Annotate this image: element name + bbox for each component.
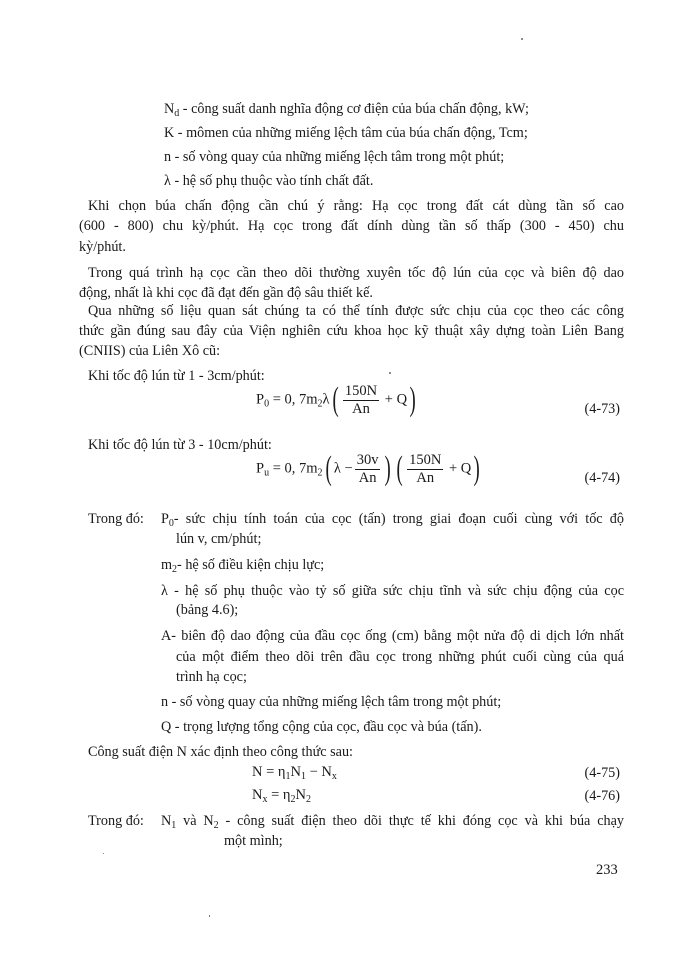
where-item-continuation: một mình; — [224, 833, 283, 849]
definition-n: n - số vòng quay của những miếng lệch tâm trong một phút; — [164, 149, 505, 165]
where-item-lambda: λ - hệ số phụ thuộc vào tỷ số giữa sức chịu tĩnh và sức chịu động của cọc — [161, 583, 624, 599]
equation-number: (4-75) — [584, 765, 620, 781]
page-number: 233 — [596, 862, 618, 878]
paragraph-line: (600 - 800) chu kỳ/phút. Hạ cọc trong đất dính dùng tần số thấp (300 - 450) chu — [79, 218, 624, 234]
where-item-p0: $P_0-$ sức chịu tính toán của cọc (tấn) trong giai đoạn cuối cùng với tốc độ — [161, 511, 624, 529]
scan-speck — [521, 38, 523, 40]
power-label: Công suất điện N xác định theo công thức sau: — [88, 744, 353, 760]
where-item-continuation: (bảng 4.6); — [176, 602, 239, 618]
scan-speck — [103, 853, 104, 854]
where-label: Trong đó: — [88, 813, 144, 829]
equation-number: (4-76) — [584, 788, 620, 804]
paragraph-line: (CNIIS) của Liên Xô cũ: — [79, 343, 221, 359]
where-item-continuation: của một điểm theo dõi trên đầu cọc trong những phút cuối cùng của quá — [176, 649, 624, 665]
where-item-q: Q - trọng lượng tổng cộng của cọc, đầu cọc và búa (tấn). — [161, 719, 482, 735]
where-item-a: A- biên độ dao động của đầu cọc ống (cm) bằng một nửa độ di dịch lớn nhất — [161, 628, 624, 644]
paragraph-line: thức gần đúng sau đây của Viện nghiên cứu khoa học kỹ thuật xây dựng toàn Liên Bang — [79, 323, 624, 339]
case1-label: Khi tốc độ lún từ 1 - 3cm/phút: — [88, 368, 265, 384]
where-item-n: n - số vòng quay của những miếng lệch tâm trong một phút; — [161, 694, 502, 710]
where-label: Trong đó: — [88, 511, 144, 527]
paragraph-line: Qua những số liệu quan sát chúng ta có thể tính được sức chịu của cọc theo các công — [88, 303, 624, 319]
definition-k: K - mômen của những miếng lệch tâm của búa chấn động, Tcm; — [164, 125, 528, 141]
equation-4-75: $N = \eta_1N_1 - N_x$ — [252, 764, 337, 782]
scan-speck — [389, 372, 391, 374]
paragraph-line: kỳ/phút. — [79, 239, 126, 255]
paragraph-line: động, nhất là khi cọc đã đạt đến gần độ sâu thiết kế. — [79, 285, 373, 301]
paragraph-line: Trong quá trình hạ cọc cần theo dõi thường xuyên tốc độ lún của cọc và biên độ dao — [88, 265, 624, 281]
where-item-continuation: lún v, cm/phút; — [176, 531, 262, 547]
where-item-m2: $m_2-$ hệ số điều kiện chịu lực; — [161, 557, 325, 575]
scan-speck — [209, 915, 210, 917]
case2-label: Khi tốc độ lún từ 3 - 10cm/phút: — [88, 437, 272, 453]
equation-4-74: $P_u = 0$, $7m_2$( λ − $\frac{30v}{An}$ ) ( $\frac{150N}{An}$ + Q) — [256, 450, 481, 487]
equation-number: (4-74) — [584, 470, 620, 486]
definition-nd: $N_d$ - công suất danh nghĩa động cơ điện của búa chấn động, kW; — [164, 101, 529, 119]
where-item-n1-n2: $N_1$ và $N_2$ - công suất điện theo dõi thực tế khi đóng cọc và khi búa chạy — [161, 813, 624, 831]
equation-number: (4-73) — [584, 401, 620, 417]
paragraph-line: Khi chọn búa chấn động cần chú ý rằng: Hạ cọc trong đất cát dùng tần số cao — [88, 198, 624, 214]
where-item-continuation: trình hạ cọc; — [176, 669, 247, 685]
definition-lambda: λ - hệ số phụ thuộc vào tính chất đất. — [164, 173, 374, 189]
equation-4-76: $N_x = \eta_2N_2$ — [252, 787, 311, 805]
equation-4-73: $P_0 = 0$, $7m_2\lambda$( $\frac{150N}{An}$ + Q) — [256, 381, 416, 418]
